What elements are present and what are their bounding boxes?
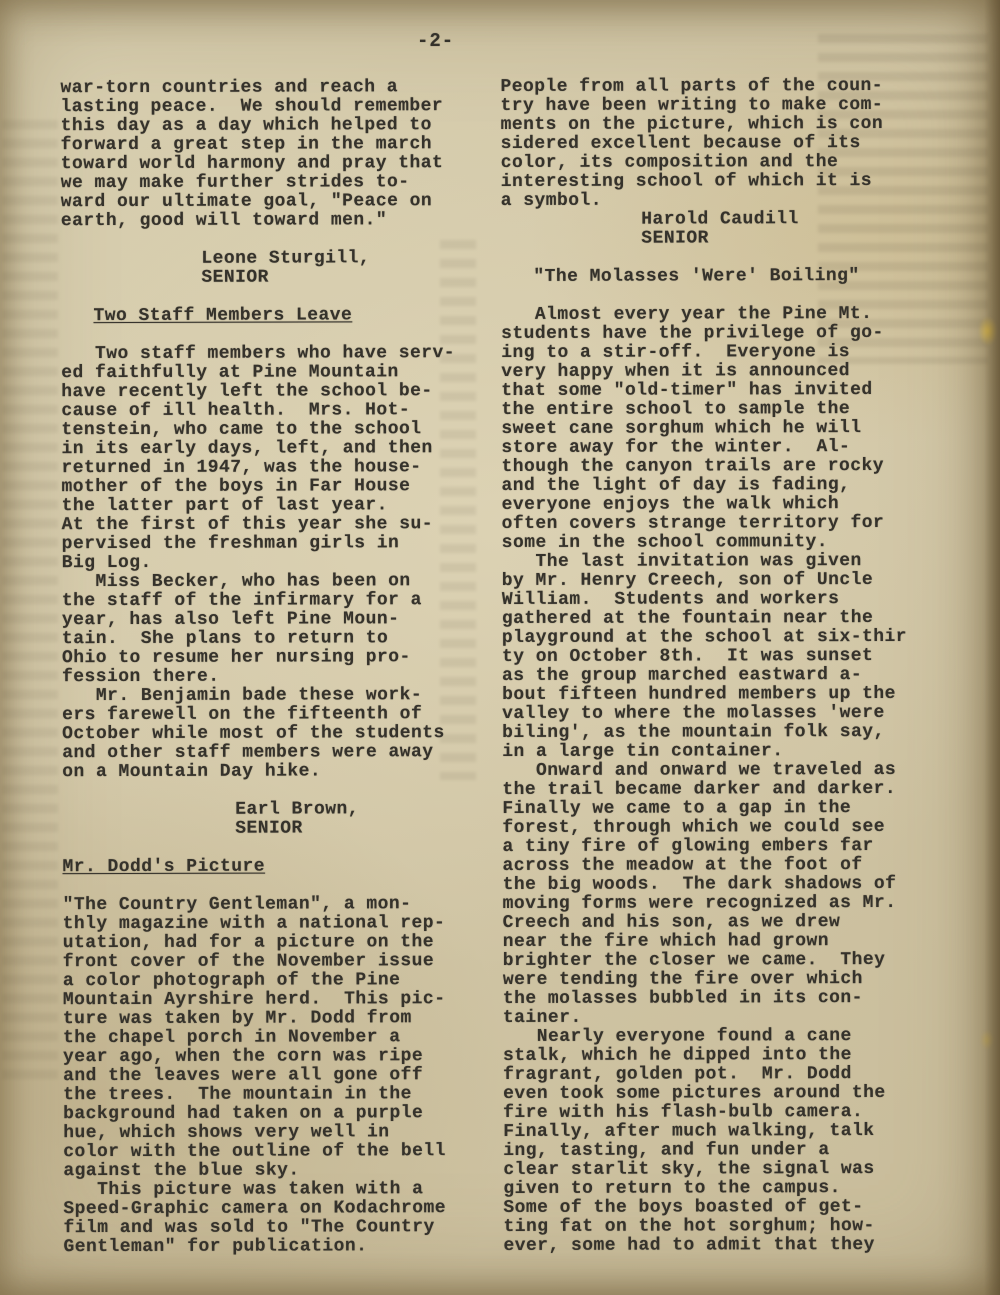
- text-line: cause of ill health. Mrs. Hot-: [61, 400, 411, 422]
- text-line: the chapel porch in November a: [62, 1027, 401, 1049]
- text-line: some in the school community.: [501, 532, 829, 553]
- section-heading-text: Mr. Dodd's Picture: [62, 856, 266, 878]
- text-line: fire with his flash-bulb camera.: [503, 1102, 864, 1123]
- text-line: by Mr. Henry Creech, son of Uncle: [501, 570, 874, 591]
- text-line: color, its composition and the: [500, 152, 839, 173]
- text-line: Earl Brown,: [235, 799, 360, 820]
- text-line: this day as a day which helped to: [60, 115, 432, 137]
- paragraph: [62, 686, 476, 782]
- text-line: across the meadow at the foot of: [502, 855, 863, 876]
- text-line: on a Mountain Day hike.: [62, 761, 322, 783]
- text-line: gathered at the fountain near the: [501, 608, 874, 629]
- text-line: near the fire which had grown: [502, 931, 830, 952]
- section-heading-text: "The Molasses 'Were' Boiling": [533, 266, 860, 287]
- text-line: try have been writing to make com-: [500, 94, 884, 116]
- paragraph: [502, 761, 939, 1028]
- text-line: tain. She plans to return to: [61, 628, 389, 650]
- text-line: color with the outline of the bell: [63, 1141, 446, 1163]
- text-line: as the group marched eastward a-: [501, 665, 863, 686]
- byline: [61, 249, 475, 288]
- column-left: [60, 78, 477, 1257]
- text-line: tainer.: [502, 1007, 582, 1028]
- text-line: Creech and his son, as we drew: [502, 912, 841, 933]
- text-line: Finally we came to a gap in the: [502, 798, 852, 819]
- text-line: toward world harmony and pray that: [60, 153, 444, 175]
- section-heading: [62, 857, 476, 877]
- paragraph: [60, 78, 474, 231]
- text-line: Speed-Graphic camera on Kodachrome: [63, 1198, 447, 1220]
- text-line: October while most of the students: [62, 723, 445, 745]
- paragraph: [503, 1027, 940, 1256]
- text-line: sidered excellent because of its: [500, 133, 861, 154]
- text-line: lasting peace. We should remember: [60, 96, 444, 118]
- text-line: clear starlit sky, the signal was: [503, 1159, 875, 1180]
- text-line: everyone enjoys the walk which: [501, 494, 840, 515]
- text-line: tenstein, who came to the school: [61, 419, 422, 441]
- text-line: Gentleman" for publication.: [63, 1236, 368, 1258]
- text-line: Almost every year the Pine Mt.: [501, 304, 873, 325]
- text-line: very happy when it is announced: [501, 361, 851, 382]
- paper-stain: [978, 316, 998, 346]
- text-line: moving forms were recognized as Mr.: [502, 892, 897, 914]
- paragraph: [501, 305, 938, 553]
- paragraph: [63, 1180, 477, 1257]
- text-line: hue, which shows very well in: [63, 1122, 390, 1144]
- text-line: Harold Caudill: [641, 209, 799, 230]
- section-heading: [501, 267, 937, 287]
- text-line: biling', as the mountain folk say,: [502, 721, 885, 743]
- text-line: playground at the school at six-thir: [501, 626, 908, 648]
- text-line: forest, through which we could see: [502, 816, 886, 838]
- paragraph: [61, 344, 476, 573]
- text-line: the entire school to sample the: [501, 399, 851, 420]
- section-heading-text: Two Staff Members Leave: [93, 305, 353, 327]
- text-line: ers farewell on the fifteenth of: [62, 704, 423, 726]
- text-line: even took some pictures around the: [503, 1082, 886, 1104]
- text-line: and the leaves were all gone off: [63, 1065, 424, 1087]
- text-line: sweet cane sorghum which he will: [501, 418, 862, 439]
- text-line: students have the privilege of go-: [501, 322, 884, 344]
- text-line: pervised the freshman girls in: [61, 533, 400, 555]
- paragraph: [62, 572, 476, 687]
- text-line: Leone Sturgill,: [201, 248, 371, 269]
- bleed-through-texture: [2, 120, 58, 1080]
- text-line: ting fat on the hot sorghum; how-: [503, 1216, 875, 1237]
- paragraph: [502, 552, 939, 762]
- text-line: the trail became darker and darker.: [502, 778, 897, 800]
- text-columns: [60, 77, 939, 1257]
- text-line: ty on October 8th. It was sunset: [501, 646, 874, 667]
- text-line: ing to a stir-off. Everyone is: [501, 342, 851, 363]
- text-line: forward a great step in the march: [60, 134, 432, 156]
- byline: [62, 800, 476, 839]
- text-line: fragrant, golden pot. Mr. Dodd: [503, 1064, 852, 1085]
- text-line: given to return to the campus.: [503, 1178, 841, 1199]
- text-line: ing, tasting, and fun under a: [503, 1140, 830, 1161]
- text-line: People from all parts of the coun-: [500, 75, 884, 97]
- text-line: Mountain Ayrshire herd. This pic-: [62, 989, 446, 1011]
- text-line: SENIOR: [201, 267, 269, 288]
- text-line: though the canyon trails are rocky: [501, 455, 885, 477]
- text-line: thly magazine with a national rep-: [62, 913, 446, 935]
- paragraph: [500, 77, 936, 211]
- text-line: a tiny fire of glowing embers far: [502, 836, 874, 857]
- text-line: brighter the closer we came. They: [502, 949, 886, 971]
- text-line: valley to where the molasses 'were: [502, 702, 885, 724]
- text-line: against the blue sky.: [63, 1160, 300, 1182]
- paper-stain: [980, 1030, 994, 1050]
- text-line: Miss Becker, who has been on: [61, 571, 411, 593]
- text-line: ed faithfully at Pine Mountain: [61, 362, 399, 384]
- text-line: year, has also left Pine Moun-: [61, 609, 400, 631]
- text-line: At the first of this year she su-: [61, 514, 433, 536]
- text-line: ward our ultimate goal, "Peace on: [60, 191, 433, 213]
- text-line: utation, had for a picture on the: [62, 932, 435, 954]
- text-line: have recently left the school be-: [61, 381, 433, 403]
- text-line: Some of the boys boasted of get-: [503, 1197, 864, 1218]
- text-line: The last invitation was given: [501, 551, 862, 572]
- text-line: returned in 1947, was the house-: [61, 457, 422, 479]
- text-line: the trees. The mountain in the: [63, 1084, 412, 1106]
- column-right: [500, 77, 939, 1256]
- text-line: the latter part of last year.: [61, 495, 388, 517]
- text-line: Onward and onward we traveled as: [502, 759, 897, 781]
- text-line: interesting school of which it is: [500, 171, 873, 192]
- paragraph: [63, 895, 478, 1181]
- text-line: fession there.: [61, 666, 220, 688]
- text-line: that some "old-timer" has invited: [501, 380, 873, 401]
- text-line: we may make further strides to-: [60, 172, 410, 194]
- text-line: a color photograph of the Pine: [62, 970, 401, 992]
- text-line: and the light of day is fading,: [501, 475, 851, 496]
- byline: [501, 210, 937, 249]
- text-line: background had taken on a purple: [63, 1103, 424, 1125]
- text-line: stalk, which he dipped into the: [502, 1045, 852, 1066]
- text-line: Ohio to resume her nursing pro-: [61, 647, 411, 669]
- text-line: SENIOR: [235, 818, 303, 839]
- page-number: -2-: [417, 30, 455, 52]
- text-line: SENIOR: [641, 228, 709, 249]
- text-line: film and was sold to "The Country: [63, 1217, 435, 1239]
- text-line: the staff of the infirmary for a: [61, 590, 422, 612]
- text-line: Finally, after much walking, talk: [503, 1121, 875, 1142]
- text-line: William. Students and workers: [501, 589, 840, 610]
- text-line: earth, good will toward men.": [60, 210, 388, 232]
- text-line: "The Country Gentleman", a mon-: [62, 894, 412, 916]
- text-line: ture was taken by Mr. Dodd from: [62, 1008, 412, 1030]
- text-line: Nearly everyone found a cane: [502, 1026, 852, 1047]
- text-line: store away for the winter. Al-: [501, 437, 851, 458]
- text-line: often covers strange territory for: [501, 512, 885, 534]
- text-line: ments on the picture, which is con: [500, 113, 884, 135]
- text-line: Big Log.: [61, 552, 152, 574]
- text-line: This picture was taken with a: [63, 1179, 424, 1201]
- text-line: the molasses bubbled in its con-: [502, 988, 863, 1009]
- text-line: mother of the boys in Far House: [61, 476, 411, 498]
- text-line: Two staff members who have serv-: [61, 343, 456, 365]
- text-line: the big woods. The dark shadows of: [502, 873, 897, 895]
- scan-edge-shadow: [984, 0, 1000, 1295]
- text-line: and other staff members were away: [62, 742, 434, 764]
- text-line: front cover of the November issue: [62, 951, 435, 973]
- text-line: war-torn countries and reach a: [60, 77, 399, 99]
- text-line: a symbol.: [500, 190, 603, 211]
- text-line: bout fifteen hundred members up the: [502, 683, 896, 705]
- section-heading: [61, 306, 475, 326]
- text-line: in its early days, left, and then: [61, 438, 433, 460]
- text-line: Mr. Benjamin bade these work-: [62, 685, 423, 707]
- text-line: were tending the fire over which: [502, 969, 863, 990]
- text-line: year ago, when the corn was ripe: [62, 1046, 424, 1068]
- text-line: in a large tin container.: [502, 741, 784, 762]
- text-line: ever, some had to admit that they: [503, 1235, 875, 1256]
